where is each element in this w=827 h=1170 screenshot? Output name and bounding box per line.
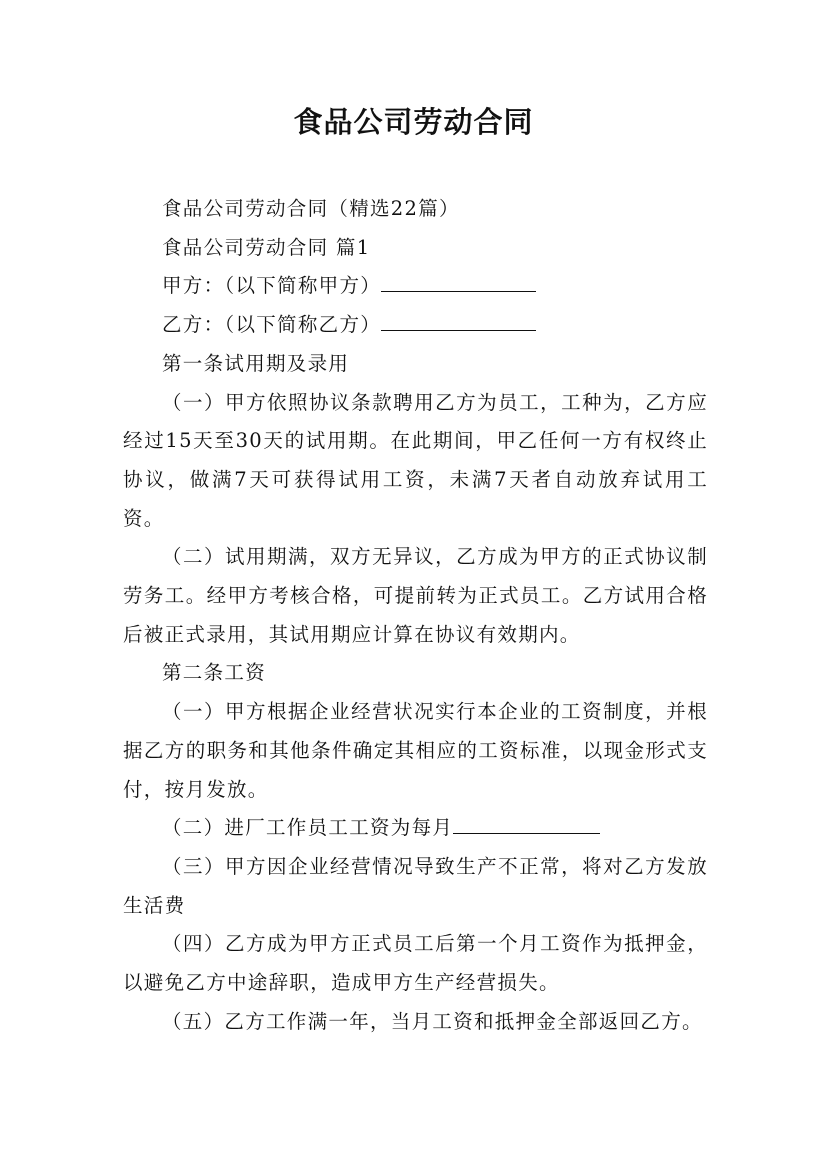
party-b-line: [123, 306, 708, 345]
article-2-title: 第二条工资: [162, 661, 267, 685]
section-heading: 食品公司劳动合同 篇1: [162, 235, 371, 259]
party-b-blank: [381, 310, 536, 331]
article-2-item-1: （一）甲方根据企业经营状况实行本企业的工资制度，并根据乙方的职务和其他条件确定其相应的工资标准，以现金形式支付，按月发放。: [123, 700, 708, 801]
subtitle-line: 食品公司劳动合同（精选22篇）: [162, 197, 460, 220]
party-a-label: 甲方：（以下简称甲方）: [162, 274, 382, 298]
article-1-item-1: （一）甲方依照协议条款聘用乙方为员工，工种为，乙方应经过15天至30天的试用期。在此期间，甲乙任何一方有权终止协议，做满7天可获得试用工资，未满7天者自动放弃试用工资。: [123, 390, 708, 530]
article-2-item-3: （三）甲方因企业经营情况导致生产不正常，将对乙方发放生活费: [123, 854, 708, 917]
document-body: [123, 190, 708, 1041]
article-2-item-4: （四）乙方成为甲方正式员工后第一个月工资作为抵押金，以避免乙方中途辞职，造成甲方生产经营损失。: [123, 932, 708, 995]
party-b-label: 乙方：（以下简称乙方）: [162, 313, 382, 337]
party-a-blank: [381, 271, 536, 292]
article-2-item-2: （二）进厂工作员工工资为每月: [162, 816, 454, 840]
document-title: 食品公司劳动合同: [293, 105, 534, 139]
article-2-item-5: （五）乙方工作满一年，当月工资和抵押金全部返回乙方。: [162, 1009, 703, 1033]
article-2-item-2-line: [123, 809, 708, 848]
article-1-item-2: （二）试用期满，双方无异议，乙方成为甲方的正式协议制劳务工。经甲方考核合格，可提前转为正式员工。乙方试用合格后被正式录用，其试用期应计算在协议有效期内。: [123, 545, 708, 646]
salary-blank: [453, 813, 600, 834]
article-1-title: 第一条试用期及录用: [162, 351, 350, 375]
party-a-line: [123, 267, 708, 306]
